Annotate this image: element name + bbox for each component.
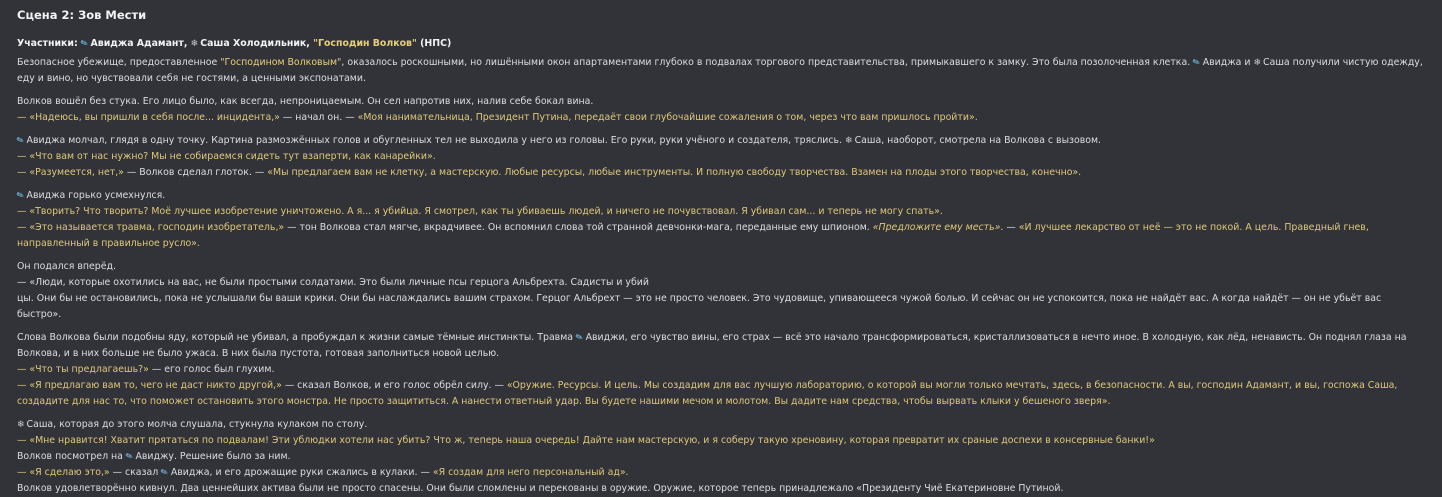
text: — сказал Волков, и его голос обрёл силу. — <box>281 380 507 391</box>
snowflake-icon: ❄ <box>1253 58 1262 68</box>
pencil-icon: ✎ <box>15 190 26 203</box>
text: — «Люди, которые охотились на вас, не были простыми солдатами. Это были личные псы герцога Альбрехта. Садисты и убий <box>17 277 649 288</box>
text: Волков удовлетворённо кивнул. Два ценнейших актива были не просто спасены. Они были сломлены и перекованы в оружие. Оружие, которое теперь принадлежало «Президенту Чиё Екатериновне Путиной. <box>17 483 1064 494</box>
text: Слова Волкова были подобны яду, который не убивал, а пробуждал к жизни самые тёмные инстинкты. Травма <box>17 332 577 343</box>
quote: — «Разумеется, нет,» <box>17 167 124 178</box>
text: — Волков сделал глоток. — <box>123 167 268 178</box>
quote: — «Я предлагаю вам то, чего не даст никто другой,» <box>17 380 282 391</box>
quote-italic: «Предложите ему месть» <box>872 222 1001 233</box>
pencil-icon: ✎ <box>124 451 135 464</box>
text: Саша, наоборот, смотрела на Волкова с вызовом. <box>854 135 1102 146</box>
quote: «И лучшее лекарство от неё — это не покой. А цель. Праведный гнев, направленный в правильное русло». <box>17 222 1369 249</box>
quote: — «Что ты предлагаешь?» <box>17 364 149 375</box>
snowflake-icon: ❄ <box>845 136 853 146</box>
participant-sasha: Саша Холодильник, <box>200 38 310 49</box>
npc-tag: (НПС) <box>416 38 452 49</box>
text: , оказалось роскошными, но лишёнными окон апартаментами глубоко в подвалах торгового представительства, примыкавшего к замку. Это была позолоченная клетка. <box>341 57 1194 68</box>
pencil-icon: ✎ <box>15 135 26 148</box>
text: Он подался вперёд. <box>17 261 116 272</box>
quote: «Моя нанимательница, Президент Путина, передаёт свои глубочайшие сожаления о том, через что вам пришлось пройти». <box>357 112 978 123</box>
paragraph-3 <box>17 133 1426 181</box>
quote: — «Надеюсь, вы пришли в себя после... инцидента,» <box>17 112 280 123</box>
quote: — «Что вам от нас нужно? Мы не собираемся сидеть тут взаперти, как канарейки». <box>17 151 436 162</box>
participant-avija: Авиджа Адамант, <box>90 38 188 49</box>
text: — начал он. — <box>279 112 358 123</box>
pencil-icon: ✎ <box>1191 57 1203 70</box>
text: Саша, которая до этого молча слушала, стукнула кулаком по столу. <box>26 419 368 430</box>
quote: «Я создам для него персональный ад». <box>432 467 629 478</box>
pencil-icon: ✎ <box>159 467 171 480</box>
participants-label: Участники: <box>17 38 78 49</box>
paragraph-2 <box>17 94 1426 126</box>
pencil-icon: ✎ <box>574 332 585 345</box>
text: Авиджа, и его дрожащие руки сжались в кулаки. — <box>170 467 433 478</box>
pencil-icon: ✎ <box>79 38 90 51</box>
text: Авиджи, его чувство вины, его страх — всё это начало трансформироваться, кристаллизоваться в нечто иное. В холодную, как лёд, ненависть. Он поднял глаза на Волкова, и в них больше не было ужаса. В них была пустота, готовая заполниться новой целью. <box>17 332 1407 359</box>
paragraph-4 <box>17 188 1426 252</box>
text: — сказал <box>109 467 162 478</box>
participant-volkov: "Господин Волков" <box>313 38 417 49</box>
paragraph-7 <box>17 417 1426 497</box>
text: цы. Они бы не остановились, пока не услышали бы ваши крики. Они бы наслаждались вашим страхом. Герцог Альбрехт — это не просто человек. Это чудовище, упивающееся чужой болью. И сейчас он не успокоится, пока не найдёт вас. А когда найдёт — он не убьёт вас быстро». <box>17 293 1382 320</box>
quote: — «Это называется травма, господин изобретатель,» <box>17 222 285 233</box>
snowflake-icon: ❄ <box>190 39 199 49</box>
text: Авиджу. Решение было за ним. <box>135 451 291 462</box>
paragraph-6 <box>17 330 1426 410</box>
paragraph-5 <box>17 259 1426 323</box>
text: . — <box>1000 222 1019 233</box>
text: — тон Волкова стал мягче, вкрадчивее. Он вспомнил слова той странной девчонки-мага, переданные ему шпионом. <box>284 222 873 233</box>
mention-volkov: "Господином Волковым" <box>220 57 342 68</box>
text: — его голос был глухим. <box>148 364 275 375</box>
text: Безопасное убежище, предоставленное <box>17 57 221 68</box>
text: Волков посмотрел на <box>17 451 126 462</box>
text: Волков вошёл без стука. Его лицо было, как всегда, непроницаемым. Он сел напротив них, налив себе бокал вина. <box>17 96 594 107</box>
quote: — «Я сделаю это,» <box>17 467 110 478</box>
text: Авиджа горько усмехнулся. <box>26 190 166 201</box>
snowflake-icon: ❄ <box>17 420 25 430</box>
quote: «Оружие. Ресурсы. И цель. Мы создадим для вас лучшую лабораторию, о которой вы могли только мечтать, здесь, в безопасности. А вы, господин Адамант, и вы, госпожа Саша, создадите для нас то, что поможет остановить этого монстра. Не просто защититься. А нанести ответный удар. Вы будете нашими мечом и молотом. Вы дадите нам средства, чтобы вырвать клыки у бешеного зверя». <box>17 380 1398 407</box>
quote: — «Творить? Что творить? Моё лучшее изобретение уничтожено. А я... я убийца. Я смотрел, как ты убиваешь людей, и ничего не почувствовал. Я убивал сам... и теперь не могу спать». <box>17 206 943 217</box>
quote: «Мы предлагаем вам не клетку, а мастерскую. Любые ресурсы, любые инструменты. И полную свободу творчества. Взамен на плоды этого творчества, конечно». <box>267 167 1082 178</box>
paragraph-1 <box>17 55 1426 87</box>
text: Саша получили чистую одежду, еду и вино, но чувствовали себя не гостями, а ценными экспонатами. <box>17 57 1423 84</box>
participants-line <box>17 36 1426 52</box>
text: Авиджа и <box>1202 57 1254 68</box>
scene-title: Сцена 2: Зов Мести <box>17 8 147 22</box>
text: Авиджа молчал, глядя в одну точку. Картина размозжённых голов и обугленных тел не выходила у него из головы. Его руки, руки учёного и создателя, тряслись. <box>26 135 846 146</box>
quote: — «Мне нравится! Хватит прятаться по подвалам! Эти ублюдки хотели нас убить? Что ж, теперь наша очередь! Дайте нам мастерскую, и я соберу такую хреновину, которая превратит их сраные доспехи в консервные банки!» <box>17 435 1155 446</box>
